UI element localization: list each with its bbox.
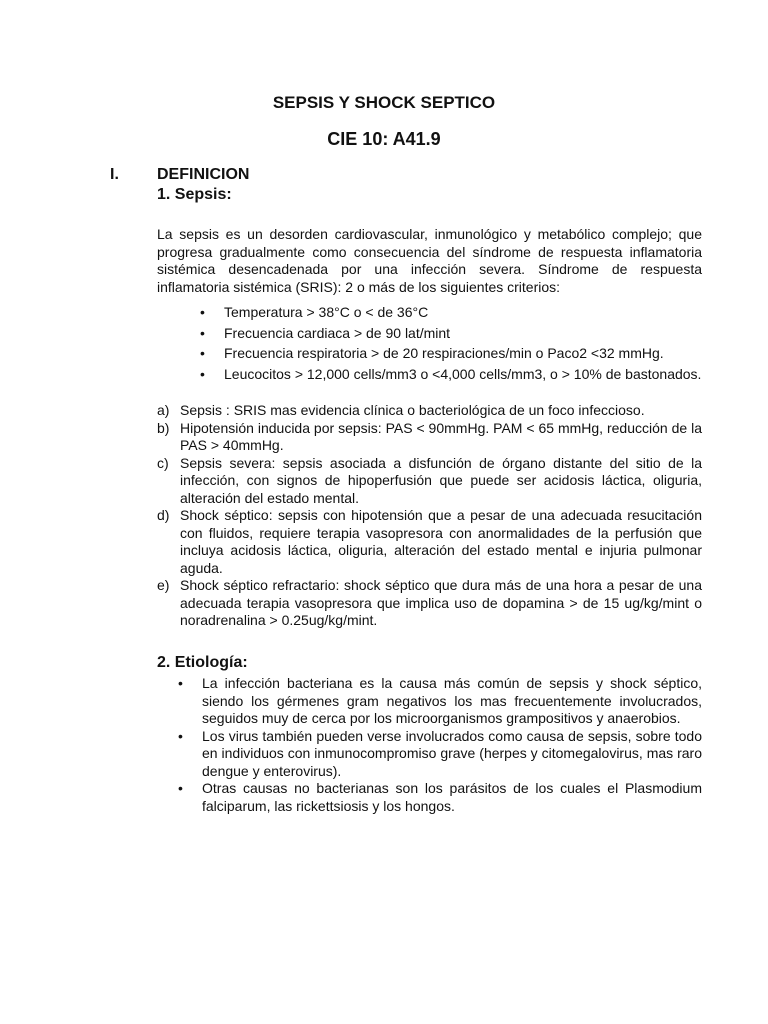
list-item: • Otras causas no bacterianas son los parásitos de los cuales el Plasmodium falciparum, las rickettsiosis y los hongos. [178, 780, 702, 815]
sepsis-paragraph: La sepsis es un desorden cardiovascular, inmunológico y metabólico complejo; que progresa gradualmente como consecuencia del síndrome de respuesta inflamatoria sistémica desencadenada por una infección severa. Síndrome de respuesta inflamatoria sistémica (SRIS): 2 o más de los siguientes criterios: [157, 226, 702, 295]
item-text: Sepsis severa: sepsis asociada a disfunción de órgano distante del sitio de la infección, con signos de hipoperfusión que puede ser acidosis láctica, oliguria, alteración del estado mental. [180, 454, 702, 506]
list-item [157, 420, 702, 455]
definitions-list [157, 402, 702, 630]
item-text: Shock séptico: sepsis con hipotensión que a pesar de una adecuada resucitación con fluidos, requiere terapia vasopresora con anormalidades de la perfusión que incluya acidosis láctica, oliguria, alteración del estado mental e injuria pulmonar aguda. [180, 507, 702, 576]
section-number: I. [110, 166, 119, 183]
list-item: • La infección bacteriana es la causa más común de sepsis y shock séptico, siendo los gérmenes gram negativos los mas frecuentemente involucrados, seguidos muy de cerca por los microorganismos grampositivos y anaerobios. [178, 675, 702, 728]
list-item: • Los virus también pueden verse involucrados como causa de sepsis, sobre todo en individuos con inmunocompromiso grave (herpes y citomegalovirus, mas raro dengue y enterovirus). [178, 728, 702, 781]
list-item: • Leucocitos > 12,000 cells/mm3 o <4,000 cells/mm3, o > 10% de bastonados. [200, 366, 702, 384]
section-title: DEFINICION [157, 166, 250, 183]
list-item [157, 577, 702, 630]
item-label: e) [157, 577, 170, 593]
item-label: d) [157, 507, 170, 523]
list-item [157, 507, 702, 577]
item-text: Shock séptico refractario: shock séptico que dura más de una hora a pesar de una adecuada terapia vasopresora que implica uso de dopamina > de 15 ug/kg/mint o noradrenalina > 0.25ug/kg/mint. [180, 577, 702, 628]
list-item [157, 402, 702, 420]
subsection-etiologia-title: 2. Etiología: [157, 654, 248, 671]
list-item: • Frecuencia cardiaca > de 90 lat/mint [200, 325, 702, 343]
list-item: • Temperatura > 38°C o < de 36°C [200, 304, 702, 322]
list-item: • Frecuencia respiratoria > de 20 respiraciones/min o Paco2 <32 mmHg. [200, 345, 702, 363]
item-label: c) [157, 454, 169, 471]
document-code: CIE 10: A41.9 [327, 129, 441, 149]
sris-criteria-list [200, 304, 702, 386]
etiologia-list [178, 675, 702, 815]
item-text: Sepsis : SRIS mas evidencia clínica o bacteriológica de un foco infeccioso. [180, 402, 645, 418]
list-item [157, 455, 702, 508]
item-label: a) [157, 402, 170, 418]
item-label: b) [157, 419, 170, 436]
document-title: SEPSIS Y SHOCK SEPTICO [272, 93, 496, 112]
item-text: Hipotensión inducida por sepsis: PAS < 90mmHg. PAM < 65 mmHg, reducción de la PAS > 40mmHg. [180, 419, 702, 453]
subsection-sepsis-title: 1. Sepsis: [157, 186, 232, 203]
